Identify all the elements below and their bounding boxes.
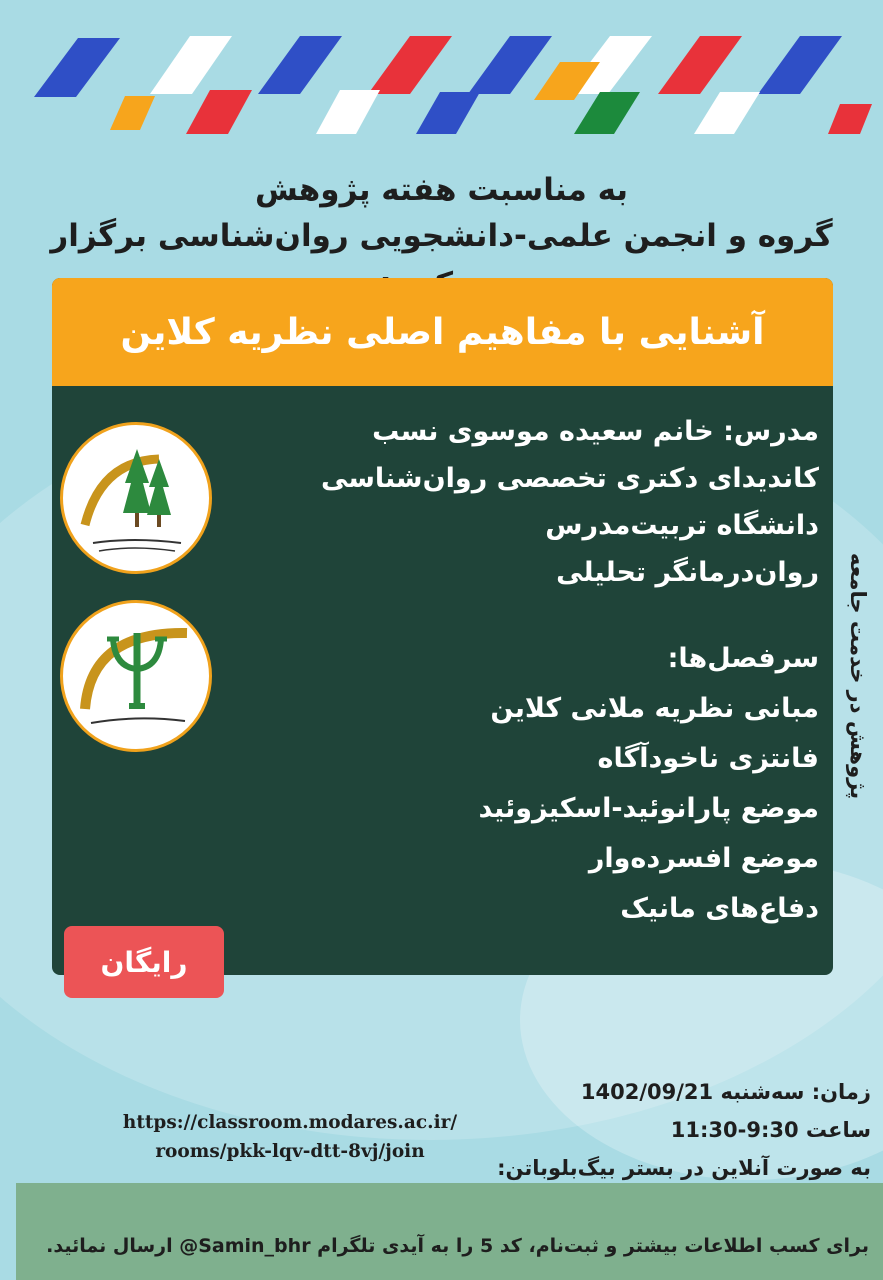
registration-footer [16, 1183, 883, 1280]
event-title: آشنایی با مفاهیم اصلی نظریه کلاین [52, 278, 833, 386]
free-badge: رایگان [64, 926, 224, 998]
slogan-vertical: پژوهش در خدمت جامعه [846, 552, 870, 800]
header-line-1: به مناسبت هفته پژوهش [254, 172, 629, 208]
event-details [259, 408, 819, 934]
topic-item: فانتزی ناخودآگاه [597, 743, 819, 774]
topic-item: موضع پارانوئید-اسکیزوئید [478, 793, 819, 824]
instructor-line: کاندیدای دکتری تخصصی روان‌شناسی [321, 463, 819, 494]
classroom-link[interactable] [110, 1108, 470, 1166]
topic-item: دفاع‌های مانیک [620, 893, 819, 924]
instructor-line: مدرس: خانم سعیده موسوی نسب [372, 416, 819, 447]
schedule-info [491, 1073, 871, 1187]
decorative-stripes [0, 0, 883, 150]
topics-list [259, 634, 819, 934]
topic-item: مبانی نظریه ملانی کلاین [490, 693, 819, 724]
link-line-2[interactable]: rooms/pkk-lqv-dtt-8vj/join [155, 1141, 425, 1162]
header-line-2: گروه و انجمن علمی-دانشجویی روان‌شناسی برگزار [50, 218, 833, 254]
link-line-1[interactable]: https://classroom.modares.ac.ir/ [122, 1112, 458, 1133]
event-time: ساعت 9:30-11:30 [670, 1118, 871, 1142]
university-logo [60, 422, 212, 574]
topic-item: موضع افسرده‌وار [588, 843, 819, 874]
event-mode: به صورت آنلاین در بستر بیگ‌بلوباتن: [497, 1156, 871, 1180]
association-logo [60, 600, 212, 752]
instructor-line: دانشگاه تربیت‌مدرس [545, 510, 819, 541]
topics-heading: سرفصل‌ها: [667, 643, 819, 674]
event-date: زمان: سه‌شنبه 1402/09/21 [580, 1080, 871, 1104]
instructor-line: روان‌درمانگر تحلیلی [556, 557, 819, 588]
registration-text: برای کسب اطلاعات بیشتر و ثبت‌نام، کد 5 را به آیدی تلگرام Samin_bhr@ ارسال نمائید. [46, 1235, 869, 1257]
